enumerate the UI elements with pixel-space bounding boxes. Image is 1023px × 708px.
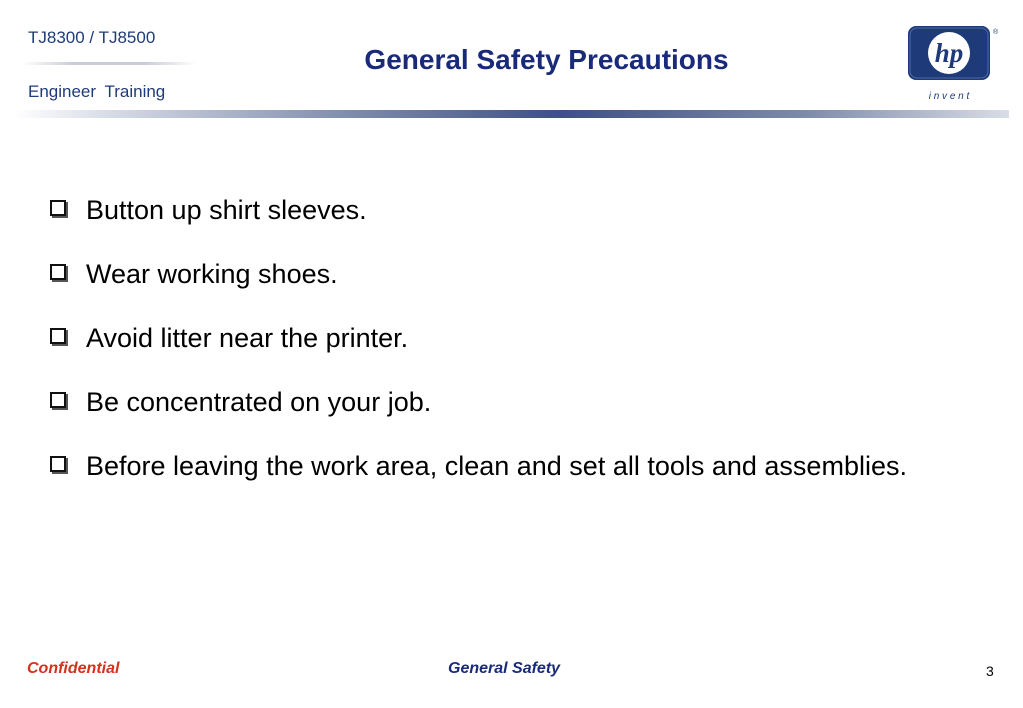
logo-registered: ® (993, 29, 999, 36)
bullet-list (48, 192, 928, 512)
footer-section-title: General Safety (448, 660, 561, 677)
list-item (48, 192, 928, 228)
list-item (48, 320, 928, 356)
header-rule (14, 110, 1009, 118)
footer-confidential: Confidential (27, 660, 120, 677)
bullet-text: Avoid litter near the printer. (86, 323, 409, 353)
bullet-text: Be concentrated on your job. (86, 387, 432, 417)
page-title: General Safety Precautions (364, 44, 729, 75)
checkbox-bullet-icon (50, 264, 66, 280)
logo-mark: hp (934, 38, 964, 68)
hp-logo-icon (904, 24, 1000, 104)
list-item (48, 384, 928, 420)
hp-logo (904, 24, 1000, 104)
checkbox-bullet-icon (50, 328, 66, 344)
checkbox-bullet-icon (50, 200, 66, 216)
bullet-text: Wear working shoes. (86, 259, 338, 289)
bullet-text: Button up shirt sleeves. (86, 195, 367, 225)
header-model-line: TJ8300 / TJ8500 (28, 28, 156, 47)
bullet-text: Before leaving the work area, clean and set all tools and assemblies. (86, 451, 907, 481)
checkbox-bullet-icon (50, 456, 66, 472)
checkbox-bullet-icon (50, 392, 66, 408)
header-training-line: Engineer Training (28, 82, 166, 101)
logo-tagline: i n v e n t (928, 91, 970, 102)
page-number: 3 (986, 663, 994, 679)
list-item (48, 448, 928, 484)
list-item (48, 256, 928, 292)
